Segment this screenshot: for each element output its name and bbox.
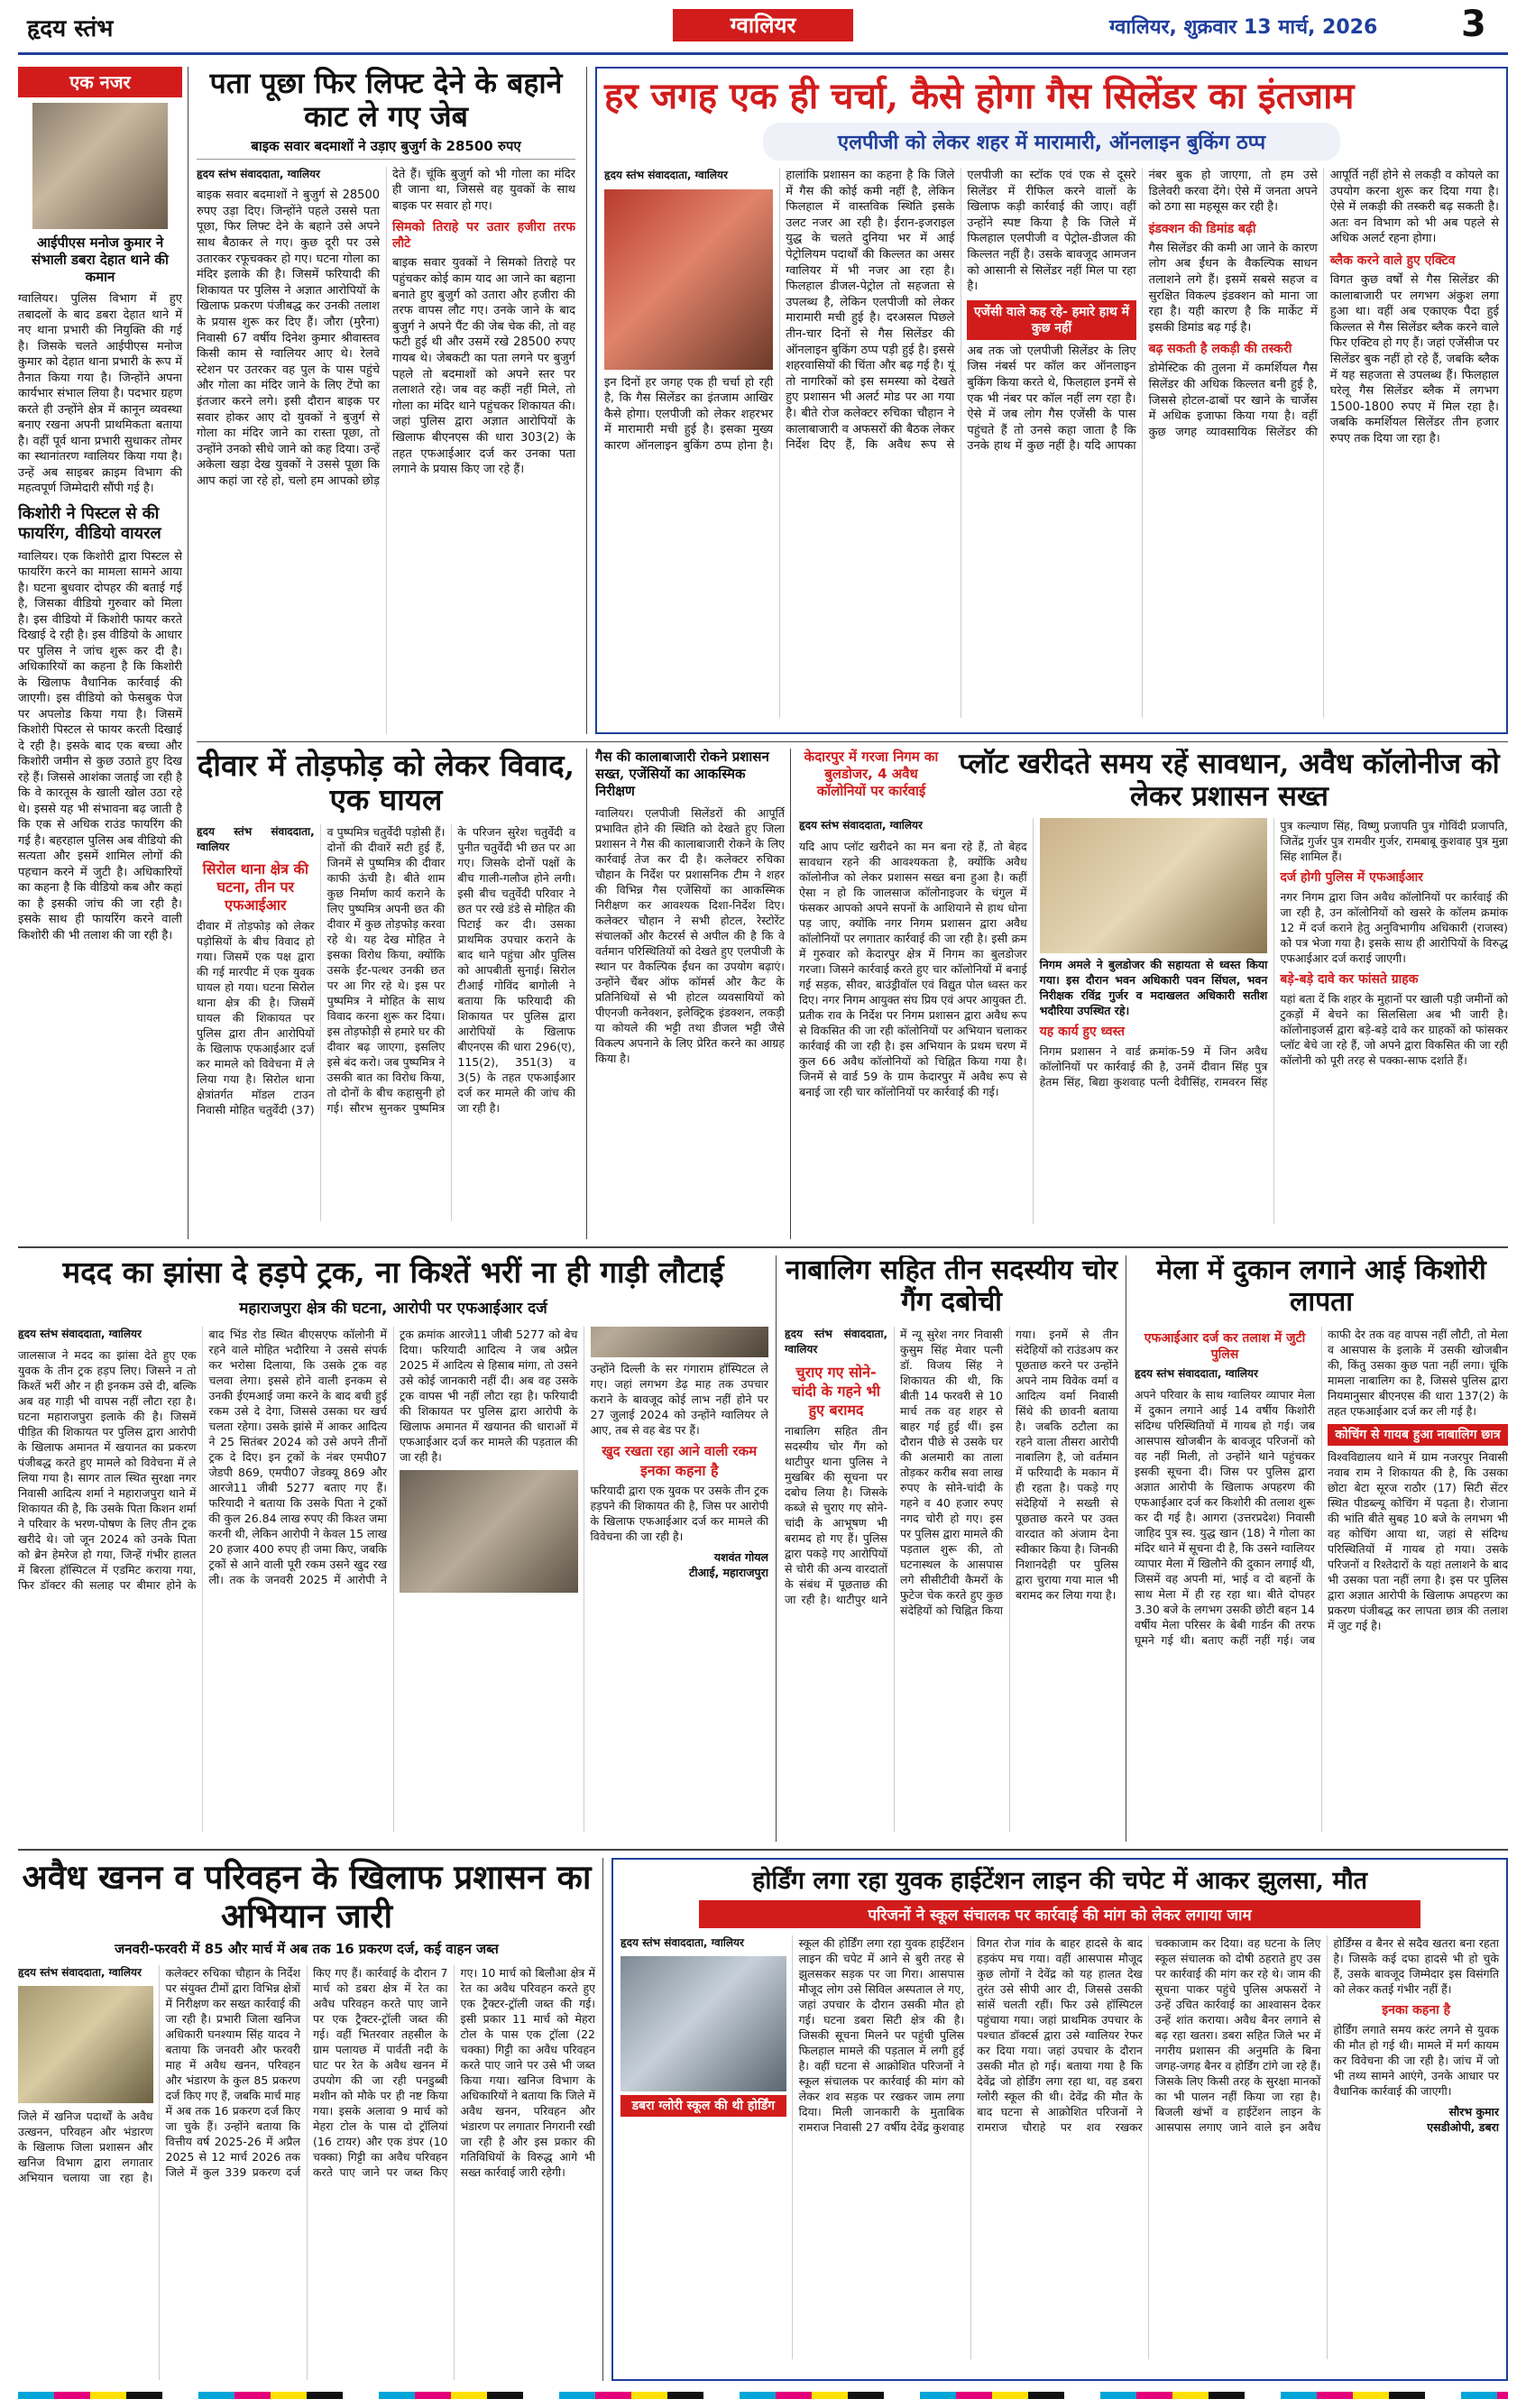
officer-story: ग्वालियर। पुलिस विभाग में हुए तबादलों के बाद डबरा देहात थाने में नए थाना प्रभारी की नियुक्ति की गई है। जिसके चलते आईपीएस मनोज कुमार को देहात थाना प्रभारी के रूप में तैनात किया गया है। जिन्होंने अपना कार्यभार संभाल लिया है। पदभार ग्रहण करते ही उन्होंने क्षेत्र में कानून व्यवस्था बनाए रखना अपनी प्राथमिकता बताया है। वहीं पूर्व थाना प्रभारी सुधाकर तोमर का स्थानांतरण ग्वालियर किया गया है। उन्हें अब साइबर क्राइम विभाग की महत्वपूर्ण जिम्मेदारी सौंपी गई है। bbox=[18, 292, 182, 495]
truck-subhead: इनका कहना है bbox=[639, 1461, 719, 1479]
hording-caption: डबरा ग्लोरी स्कूल की थी होर्डिंग bbox=[621, 2095, 786, 2117]
gas-cylinder-photo bbox=[604, 189, 773, 370]
gas-para-3: गैस सिलेंडर की कमी आ जाने के कारण लोग अब ईंधन के वैकल्पिक साधन तलाशने लगे हैं। इसमें सबसे सहज व सुरक्षित विकल्प इंडक्शन को माना जा रहा है। यही कारण है कि मार्केट में इसकी डिमांड बढ़ गई है। bbox=[1148, 241, 1318, 335]
mela-callout: एफआईआर दर्ज कर तलाश में जुटी पुलिस bbox=[1144, 1331, 1306, 1362]
gas-subhead-2: बढ़ सकती है लकड़ी की तस्करी bbox=[1148, 342, 1292, 357]
plot-para-3: नगर निगम द्वारा जिन अवैध कॉलोनियों पर कार्रवाई की जा रही है, उन कॉलोनियों को खसरे के कॉलम क्रमांक 12 में दर्ज कराने हेतु अनुविभागीय अधिकारी (राजस्व) को पत्र भेजा गया है। इसके साथ ही आरोपियों के विरुद्ध एफआईआर दर्ज कराई जाएगी। bbox=[1280, 890, 1508, 966]
gas-headline-text: हर जगह एक ही चर्चा, कैसे होगा गैस सिलेंडर का इंतजाम bbox=[604, 75, 1355, 117]
plot-subhead-3: बड़े-बड़े दावे कर फांसते ग्राहक bbox=[1280, 972, 1419, 988]
gas-para-1: इन दिनों हर जगह एक ही चर्चा हो रही है, कि गैस सिलेंडर का इंतजाम आखिर कैसे होगा। एलपीजी को लेकर शहरभर में मारामारी मची हुई है। इसका मुख्य कारण ऑनलाइन बुकिंग ठप्प होना है। हालांकि प्रशासन का कहना है कि जिले में गैस की कोई कमी नहीं है, लेकिन फिलहाल में वास्तविक स्थिति इसके उलट नजर आ रही है। ईरान-इजराइल युद्ध के चलते दुनिया भर में आई पेट्रोलियम पदार्थों की किल्लत का असर ग्वालियर में भी नजर आ रहा है। फिलहाल डीजल-पेट्रोल तो सहजता से उपलब्ध है, लेकिन एलपीजी को लेकर मारामारी मची हुई है। दरअसल पिछले तीन-चार दिनों से गैस सिलेंडर की ऑनलाइन बुकिंग ठप्प पड़ी हुई है। इससे शहरवासियों की चिंता और बढ़ गई है। यूं तो नागरिकों को इस समस्या को देखते हुए प्रशासन भी अलर्ट मोड पर आ गया है। बीते रोज कलेक्टर रुचिका चौहान ने कालाबाजारी व अफसरों की बैठक लेकर निर्देश दिए हैं, कि अवैध रूप से एलपीजी का स्टॉक एवं एक से दूसरे सिलेंडर में रीफिल करने वालों के खिलाफ कड़ी कार्रवाई की जाए। वहीं उन्होंने स्पष्ट किया है कि जिले में फिलहाल एलपीजी व पेट्रोल-डीजल की किल्लत नहीं है। उसके बावजूद आमजन को आसानी से सिलेंडर नहीं मिल पा रहा है। bbox=[604, 169, 1136, 453]
mela-para-1: अपने परिवार के साथ ग्वालियर व्यापार मेला में दुकान लगाने आई 14 वर्षीय किशोरी संदिग्ध परिस्थितियों में गायब हो गई। जब आसपास खोजबीन के बावजूद परिजनों को वह नहीं मिली, तो उन्होंने थाने पहुंचकर इसकी सूचना दी। जिस पर पुलिस द्वारा अज्ञात आरोपी के खिलाफ अपहरण की एफआईआर दर्ज कर किशोरी की तलाश शुरू कर दी गई है। आगरा (उत्तरप्रदेश) निवासी जाहिद पुत्र स्व. युद्ध खान (18) ने गोला का मंदिर थाने में सूचना दी है, कि उसने ग्वालियर व्यापार मेला में खिलौने की दुकान लगाई थी, जिसमें वह अपनी मां, भाई व दो बहनों के साथ मेला में ही रह रहा था। बीते दोपहर 3.30 बजे के लगभग उसकी छोटी बहन 14 वर्षीय मेला परिसर के बेबी गार्डन की तरफ घूमने गई थी। बताए कहीं नहीं गई। जब काफी देर तक वह वापस नहीं लौटी, तो मेला व आसपास के इलाके में उसकी खोजबीन की, किंतु उसका कुछ पता नहीं लगा। चूंकि मामला नाबालिग का है, जिससे पुलिस द्वारा नियमानुसार बीएनएस की धारा 137(2) के तहत एफआईआर दर्ज कर ली गई है। bbox=[1135, 1328, 1508, 1647]
jeb-byline: हृदय स्तंभ संवाददाता, ग्वालियर bbox=[197, 167, 320, 180]
truck-deck: महाराजपुरा क्षेत्र की घटना, आरोपी पर एफआईआर दर्ज bbox=[239, 1299, 547, 1318]
gas-story bbox=[595, 67, 1508, 734]
hording-subhead: इनका कहना है bbox=[1382, 2003, 1451, 2018]
kishori-subhead: किशोरी ने पिस्टल से की फायरिंग, वीडियो वायरल bbox=[18, 503, 161, 543]
hording-sign: सौरभ कुमार bbox=[1448, 2105, 1499, 2119]
plot-para-1: यदि आप प्लॉट खरीदने का मन बना रहे हैं, तो बेहद सावधान रहने की आवश्यकता है, क्योंकि अवैध कॉलोनीज को लेकर प्रशासन सख्त बना हुआ है। कहीं ऐसा न हो कि जालसाज कॉलोनाइजर के चंगुल में फंसकर आपको अपने सपनों के आशियाने से हाथ धोना पड़ जाए, क्योंकि नगर निगम प्रशासन द्वारा अवैध कॉलोनियों पर लगातार कार्रवाई की जा रही है। इसी क्रम में गुरुवार को केदारपुर क्षेत्र में निगम का बुलडोजर गरजा। जिसने कार्रवाई करते हुए चार कॉलोनियों में बनाई गई सड़क, सीवर, बाउंड्रीवॉल एवं विद्युत पोल ध्वस्त कर दिए। नगर निगम आयुक्त संघ प्रिय एवं अपर आयुक्त टी. प्रतीक राव के निर्देश पर निगम प्रशासन द्वारा अवैध रूप से विकसित की जा रही कॉलोनियों पर अभियान चलाकर कार्रवाई की जा रही है। इस अभियान के प्रथम चरण में कुल 66 अवैध कॉलोनियों को चिह्नित किया गया है। जिनमें से वार्ड 59 के ग्राम केदारपुर में अवैध रूप से बनाई जा रही चार कॉलोनियों पर कार्रवाई की गई। bbox=[799, 840, 1027, 1099]
kishori-story: ग्वालियर। एक किशोरी द्वारा पिस्टल से फायरिंग करने का मामला सामने आया है। घटना बुधवार दोपहर की बताई गई है, जिसका वीडियो गुरुवार को मिला है। इस वीडियो में किशोरी फायर करते दिखाई दे रही है। इस वीडियो के आधार पर पुलिस ने जांच शुरू कर दी है। अधिकारियों का कहना है कि किशोरी के खिलाफ वैधानिक कार्रवाई की जाएगी। इस वीडियो को फेसबुक पेज पर अपलोड किया गया है। जिसमें किशोरी पिस्टल से फायर करती दिखाई दे रही है। इसके बाद एक बच्चा और किशोरी जमीन से कुछ उठाते हुए दिख रहे हैं। जिससे आशंका जताई जा रही है कि वे कारतूस के खाली खोल उठा रहे थे। इससे यह भी संभावना बढ़ जाती है कि एक से अधिक राउंड फायरिंग की गई है। बहरहाल पुलिस अब वीडियो की सत्यता और इसमें शामिल लोगों की पहचान करने में जुटी है। अधिकारियों का कहना है कि वीडियो कब और कहां का है इसकी जांच की जा रही है। इसके साथ ही फायरिंग करने वाली किशोरी की भी तलाश की जा रही है। bbox=[18, 549, 182, 942]
truck-byline: हृदय स्तंभ संवाददाता, ग्वालियर bbox=[18, 1327, 142, 1340]
page-header bbox=[0, 0, 1526, 56]
truck-photo-caption: उन्होंने दिल्ली के सर गंगाराम हॉस्पिटल ले गए। जहां लगभग डेढ़ माह तक उपचार कराने के बावजूद कोई लाभ नहीं होने पर 27 जुलाई 2024 को उन्होंने ग्वालियर ले आए, तब से वह बेड पर हैं। bbox=[590, 1361, 768, 1437]
ek-nazar-column bbox=[18, 67, 182, 1221]
gas-byline: हृदय स्तंभ संवाददाता, ग्वालियर bbox=[604, 169, 728, 181]
plot-para-4: यहां बता दें कि शहर के मुहानों पर खाली पड़ी जमीनों को टुकड़ों में बेचने का सिलसिला अब भी जारी है। कॉलोनाइजर्स द्वारा बड़े-बड़े दावे कर ग्राहकों को फांसकर प्लॉट बेचे जा रहे हैं, जो अपने द्वारा विकसित की जा रही कॉलोनी को पूरी तरह से पक्का-साफ दर्शाते हैं। bbox=[1280, 992, 1508, 1068]
plot-headline: प्लॉट खरीदते समय रहें सावधान, अवैध कॉलोनीज को लेकर प्रशासन सख्त bbox=[959, 749, 1500, 813]
plot-caption: निगम अमले ने बुलडोजर की सहायता से ध्वस्त किया गया। इस दौरान भवन अधिकारी पवन सिंघल, भवन निरीक्षक रविंद्र गुर्जर व मदाखलत अधिकारी सतीश भदौरिया उपस्थित रहे। bbox=[1039, 958, 1268, 1018]
plot-para-2: निगम प्रशासन ने वार्ड क्रमांक-59 में जिन अवैध कॉलोनियों पर कार्रवाई की है, उनमें दीवान सिंह पुत्र हेतम सिंह, बिद्या कुशवाह पत्नी देवीसिंह, रामवरन सिंह पुत्र कल्याण सिंह, विष्णु प्रजापति पुत्र गोविंदी प्रजापति, जितेंद्र गुर्जर पुत्र रामवीर गुर्जर, रामबाबू कुशवाह पुत्र मुन्ना सिंह शामिल हैं। bbox=[1039, 819, 1508, 1089]
gas-para-5: विगत कुछ वर्षों से गैस सिलेंडर की कालाबाजारी पर लगभग अंकुश लगा हुआ था। वहीं अब एकाएक पैदा हुई किल्लत से गैस सिलेंडर ब्लैक करने वाले फिर एक्टिव हो गए हैं। जहां एजेंसीज पर सिलेंडर बुक नहीं हो रहे हैं, जबकि ब्लैक में यह सहजता से उपलब्ध हैं। फिलहाल घरेलू गैस सिलेंडर ब्लैक में लगभग 1500-1800 रुपए में मिल रहा है। जबकि कमर्शियल सिलेंडर तीन हजार रुपए तक दिया जा रहा है। bbox=[1329, 272, 1499, 446]
mela-body bbox=[1135, 1327, 1508, 1832]
gas-deck: एलपीजी को लेकर शहर में मारामारी, ऑनलाइन बुकिंग ठप्प bbox=[763, 123, 1340, 161]
jeb-headline: पता पूछा फिर लिफ्ट देने के बहाने काट ले गए जेब bbox=[209, 67, 563, 133]
plot-kicker: केदारपुर में गरजा निगम का बुलडोजर, 4 अवैध कॉलोनियों पर कार्रवाई bbox=[804, 749, 939, 799]
jeb-story bbox=[197, 67, 575, 734]
gas-subhead-1: इंडक्शन की डिमांड बढ़ी bbox=[1148, 221, 1256, 236]
chor-body bbox=[785, 1327, 1118, 1832]
truck-sign-role: टीआई, महाराजपुरा bbox=[689, 1565, 768, 1579]
mela-headline: मेला में दुकान लगाने आई किशोरी लापता bbox=[1156, 1255, 1486, 1318]
truck-callout: खुद रखता रहा आने वाली रकम bbox=[602, 1442, 758, 1459]
truck-quote: फरियादी द्वारा एक युवक पर उसके तीन ट्रक हड़पने की शिकायत की है, जिस पर आरोपी के खिलाफ एफआईआर दर्ज कर मामले की विवेचना की जा रही है। bbox=[590, 1483, 768, 1543]
chor-byline: हृदय स्तंभ संवाददाता, ग्वालियर bbox=[785, 1328, 887, 1356]
jeb-deck: बाइक सवार बदमाशों ने उड़ाए बुजुर्ग के 28500 रुपए bbox=[197, 137, 575, 160]
gas-subhead-3: ब्लैक करने वाले हुए एक्टिव bbox=[1329, 253, 1456, 268]
edition-label: ग्वालियर bbox=[673, 9, 853, 41]
hording-body bbox=[621, 1935, 1499, 2359]
khanan-body bbox=[18, 1965, 595, 2380]
jeb-body bbox=[197, 167, 575, 734]
ek-nazar-label: एक नजर bbox=[18, 67, 182, 97]
hording-story bbox=[611, 1858, 1508, 2381]
plot-story bbox=[799, 749, 1508, 1239]
khanan-story bbox=[18, 1858, 595, 2381]
gas-callout: एजेंसी वाले कह रहे- हमारे हाथ में कुछ नहीं bbox=[967, 300, 1135, 340]
diwar-callout: सिरोल थाना क्षेत्र की घटना, तीन पर एफआईआर bbox=[202, 859, 308, 914]
plot-byline: हृदय स्तंभ संवाददाता, ग्वालियर bbox=[799, 819, 923, 832]
gas-para-2: अब तक जो एलपीजी सिलेंडर के लिए जिस नंबर्स पर कॉल कर ऑनलाइन बुकिंग किया करते थे, फिलहाल इनमें से एक भी नंबर पर कॉल नहीं लग रहा है। ऐसे में जब लोग गैस एजेंसी के पास पहुंचते हैं तो उनसे कहा जाता है कि उनके हाथ में कुछ नहीं है। यदि आपका नंबर बुक हो जाएगा, तो हम उसे डिलेवरी करवा देंगे। ऐसे में जनता अपने को ठगा सा महसूस कर रही है। bbox=[967, 169, 1318, 454]
footer-color-bar bbox=[18, 2392, 1508, 2399]
officer-caption: आईपीएस मनोज कुमार ने संभाली डबरा देहात थाने की कमान bbox=[32, 234, 169, 285]
truck-story bbox=[18, 1255, 768, 1842]
diwar-story bbox=[197, 749, 575, 1239]
mela-story bbox=[1135, 1255, 1508, 1842]
plot-subhead-1: यह कार्य हुए ध्वस्त bbox=[1039, 1025, 1125, 1040]
gas-raid-body: ग्वालियर। एलपीजी सिलेंडरों की आपूर्ति प्रभावित होने की स्थिति को देखते हुए जिला प्रशासन ने गैस की कालाबाजारी रोकने के लिए कार्रवाई तेज कर दी है। कलेक्टर रुचिका चौहान के निर्देश पर प्रशासनिक टीम ने शहर की विभिन्न गैस एजेंसियों का आकस्मिक निरीक्षण कर आवश्यक दिशा-निर्देश दिए। कलेक्टर चौहान ने सभी होटल, रेस्टोरेंट संचालकों और कैटरर्स से अपील की है कि वे वर्तमान परिस्थितियों को देखते हुए एलपीजी के स्थान पर वैकल्पिक ईंधन का उपयोग बढ़ाएं। उन्होंने चैंबर ऑफ कॉमर्स और कैट के प्रतिनिधियों से भी होटल व्यवसायियों को पीएनजी कनेक्शन, इलेक्ट्रिक इंडक्शन, लकड़ी या कोयले की भट्टी तथा डीजल भट्टी जैसे विकल्प अपनाने के लिए प्रेरित करने का आग्रह किया है। bbox=[595, 806, 785, 1065]
chor-headline: नाबालिग सहित तीन सदस्यीय चोर गैंग दबोची bbox=[785, 1255, 1118, 1318]
truck-body bbox=[18, 1327, 768, 1832]
mela-subhead: कोचिंग से गायब हुआ नाबालिग छात्र bbox=[1328, 1424, 1508, 1446]
hording-quote: होर्डिंग लगाते समय करंट लगने से युवक की मौत हो गई थी। मामले में मर्ग कायम कर विवेचना की जा रही है। जांच में जो भी तथ्य सामने आएंगे, उनके आधार पर वैधानिक कार्रवाई की जाएगी। bbox=[1333, 2023, 1499, 2099]
chor-callout: चुराए गए सोने-चांदी के गहने भी हुए बरामद bbox=[792, 1364, 880, 1419]
diwar-para: दीवार में तोड़फोड़ को लेकर पड़ोसियों के बीच विवाद हो गया। जिसमें एक पक्ष द्वारा की गई मारपीट में एक युवक घायल हो गया। घटना सिरोल थाना क्षेत्र की है। जिसमें घायल की शिकायत पर पुलिस द्वारा तीन आरोपियों के खिलाफ एफआईआर दर्ज कर मामले को विवेचना में ले लिया गया है। सिरोल थाना क्षेत्रांतर्गत मॉडल टाउन निवासी मोहित चतुर्वेदी (37) व पुष्पमित्र चतुर्वेदी पड़ोसी हैं। दोनों की दीवारें सटी हुई हैं, जिनमें से पुष्पमित्र की दीवार काफी ऊंची है। बीते शाम कुछ निर्माण कार्य कराने के लिए पुष्पमित्र अपनी छत की दीवार में कुछ तोड़फोड़ करवा रहे थे। यह देख मोहित ने इसका विरोध किया, क्योंकि उसके ईंट-पत्थर उनकी छत पर आ गिर रहे थे। इस पर पुष्पमित्र ने मोहित के साथ विवाद करना शुरू कर दिया। इस तोड़फोड़ी से हमारे घर की दीवार बढ़ जाएगा, इसलिए इसे बंद करो। जब पुष्पमित्र ने उसकी बात का विरोध किया, तो दोनों के बीच कहासुनी हो गई। सौरभ सुनकर पुष्पमित्र के परिजन सुरेश चतुर्वेदी व पुनीत चतुर्वेदी भी छत पर आ गए। जिसके दोनों पक्षों के बीच गाली-गलौज होने लगी। इसी बीच चतुर्वेदी परिवार ने छत पर रखे डंडे से मोहित की पिटाई कर दी। उसका प्राथमिक उपचार कराने के बाद थाने पहुंचा और पुलिस को आपबीती सुनाई। सिरोल टीआई गोविंद बागोली ने बताया कि फरियादी की शिकायत पर पुलिस द्वारा आरोपियों के खिलाफ बीएनएस की धारा 296(ए), 115(2), 351(3) व 3(5) के तहत एफआईआर दर्ज कर मामले की जांच की जा रही है। bbox=[197, 824, 575, 1117]
gas-headline bbox=[604, 76, 1499, 117]
diwar-byline: हृदय स्तंभ संवाददाता, ग्वालियर bbox=[197, 824, 315, 853]
truck-headline: मदद का झांसा दे हड़पे ट्रक, ना किश्तें भरीं ना ही गाड़ी लौटाई bbox=[62, 1255, 724, 1290]
hording-para: स्कूल की होर्डिंग लगा रहा युवक हाईटेंशन लाइन की चपेट में आने से बुरी तरह से झुलसकर सड़क पर जा गिरा। आसपास मौजूद लोग उसे सिविल अस्पताल ले गए, जहां उपचार के दौरान उसकी मौत हो गई। घटना डबरा सिटी क्षेत्र की है। जिसकी सूचना मिलने पर पहुंची पुलिस फिलहाल मामले की पड़ताल में लगी हुई है। वहीं घटना से आक्रोशित परिजनों ने स्कूल संचालक पर कार्रवाई की मांग को लेकर शव सड़क पर रखकर जाम लगा दिया। मिली जानकारी के मुताबिक रामराज निवासी 27 वर्षीय देवेंद्र कुशवाह विगत रोज गांव के बाहर हादसे के बाद हड़कंप मच गया। वहीं आसपास मौजूद कुछ लोगों ने देवेंद्र को यह हालत देख तुरंत उसे सीपी आर दी, जिससे उसकी सांसें चलती रहीं। फिर उसे हॉस्पिटल पहुंचाया गया। जहां प्राथमिक उपचार के पश्चात डॉक्टर्स द्वारा उसे ग्वालियर रेफर कर दिया गया। जहां उपचार के दौरान उसकी मौत हो गई। बताया गया है कि देवेंद्र जो होर्डिंग लगा रहा था, वह डबरा ग्लोरी स्कूल की थी। देवेंद्र की मौत के बाद घटना से आक्रोशित परिजनों ने रामराज चौराहे पर शव रखकर चक्काजाम कर दिया। वह घटना के लिए स्कूल संचालक को दोषी ठहराते हुए उस पर कार्रवाई की मांग कर रहे थे। जाम की सूचना पाकर पहुंचे पुलिस अफसरों ने उन्हें उचित कार्रवाई का आश्वासन देकर उन्हें शांत कराया। अवैध बैनर लगाने से बढ़ रहा खतरा। डबरा सहित जिले भर में नगरीय प्रशासन की अनुमति के बिना जगह-जगह बैनर व होर्डिंग टांगे जा रहे हैं। जिसके लिए किसी तरह के सुरक्षा मानकों का भी पालन नहीं किया जा रहा है। बिजली खंभों व हाईटेंशन लाइन के आसपास लगाए जाने वाले इन अवैध होर्डिंग्स व बैनर से सदैव खतरा बना रहता है। जिसके कई दफा हादसे भी हो चुके हैं, उसके बावजूद जिम्मेदार इस विसंगति को लेकर कतई गंभीर नहीं हैं। bbox=[798, 1936, 1499, 2135]
hording-deck: परिजनों ने स्कूल संचालक पर कार्रवाई की मांग को लेकर लगाया जाम bbox=[699, 1900, 1420, 1928]
header-rule bbox=[18, 52, 1508, 55]
dateline: ग्वालियर, शुक्रवार 13 मार्च, 2026 bbox=[1109, 16, 1378, 39]
chor-para: नाबालिग सहित तीन सदस्यीय चोर गैंग को थाटीपुर थाना पुलिस ने मुखबिर की सूचना पर दबोच लिया है। जिसके कब्जे से चुराए गए सोने-चांदी के आभूषण भी बरामद हो गए हैं। पुलिस द्वारा पकड़े गए आरोपियों से चोरी की अन्य वारदातों के संबंध में पूछताछ की जा रही है। थाटीपुर थाने में न्यू सुरेश नगर निवासी कुसुम सिंह मेवार पत्नी डॉ. विजय सिंह ने शिकायत की थी, कि बीती 14 फरवरी से 10 मार्च तक वह शहर से बाहर गई हुई थीं। इस दौरान पीछे से उसके घर की अलमारी का ताला तोड़कर करीब सवा लाख रुपए के सोने-चांदी के गहने व 40 हजार रुपए नगद चोरी हो गए। इस पर पुलिस द्वारा मामले की पड़ताल शुरू की, तो घटनास्थल के आसपास लगे सीसीटीवी कैमरों के फुटेज चेक करते हुए कुछ संदेहियों को चिह्नित किया गया। इनमें से तीन संदेहियों को राउंडअप कर पूछताछ करने पर उन्होंने अपने नाम विवेक वर्मा व आदित्य वर्मा निवासी सिंधे की छावनी बताया है। जबकि ठटौला का रहने वाला तीसरा आरोपी नाबालिग है, जो वर्तमान में फरियादी के मकान में ही रहता है। पकड़े गए संदेहियों ने सख्ती से पूछताछ करने पर उक्त वारदात को अंजाम देना स्वीकार किया है। जिनकी निशानदेही पर पुलिस द्वारा चुराया गया माल भी बरामद कर लिया गया है। bbox=[785, 1328, 1118, 1617]
mela-byline: हृदय स्तंभ संवाददाता, ग्वालियर bbox=[1135, 1367, 1258, 1380]
truck-sign: यशवंत गोयल bbox=[713, 1549, 768, 1564]
khanan-headline: अवैध खनन व परिवहन के खिलाफ प्रशासन का अभियान जारी bbox=[22, 1858, 592, 1935]
khanan-deck: जनवरी-फरवरी में 85 और मार्च में अब तक 16 प्रकरण दर्ज, कई वाहन जब्त bbox=[115, 1941, 499, 1958]
gas-raid-story bbox=[595, 749, 785, 1239]
mining-photo bbox=[18, 1986, 153, 2103]
jeb-para-1: बाइक सवार बदमाशों ने बुजुर्ग से 28500 रुपए उड़ा दिए। जिन्होंने पहले उससे पता पूछा, फिर लिफ्ट देने के बहाने उसे अपने साथ बैठाकर ले गए। कुछ दूरी पर उसे उतारकर रफूचक्कर हो गए। घटना गोला का मंदिर इलाके की है। जिसमें फरियादी की शिकायत पर पुलिस ने अज्ञात आरोपियों के खिलाफ प्रकरण पंजीबद्ध कर उनकी तलाश के प्रयास शुरू कर दिए हैं। जौरा (मुरैना) निवासी 67 वर्षीय दिनेश कुमार श्रीवास्तव किसी काम से ग्वालियर आए थे। रेलवे स्टेशन पर उतरकर वह पुल के पास पहुंचे और गोला का मंदिर जाने के लिए टेंपो का इंतजार करने लगे। इसी दौरान बाइक पर सवार होकर आए दो युवकों ने बुजुर्ग से गोला का मंदिर जाने का रास्ता पूछा, तो उन्होंने उनको सीधे जाने को कह दिया। उन्हें अकेला खड़ा देख युवकों ने उससे पूछा कि आप कहां जा रहे हो, चलो हम आपको छोड़ देते हैं। चूंकि बुजुर्ग को भी गोला का मंदिर ही जाना था, जिससे वह युवकों के साथ बाइक पर सवार हो गए। bbox=[197, 167, 575, 488]
paper-name: हृदय स्तंभ bbox=[27, 15, 114, 42]
hording-headline: होर्डिंग लगा रहा युवक हाईटेंशन लाइन की चपेट में आकर झुलसा, मौत bbox=[752, 1867, 1367, 1895]
page-number: 3 bbox=[1461, 4, 1486, 45]
khanan-para: जिले में खनिज पदार्थों के अवैध उत्खनन, परिवहन और भंडारण के खिलाफ जिला प्रशासन और खनिज विभाग द्वारा लगातार अभियान चलाया जा रहा है। कलेक्टर रुचिका चौहान के निर्देश पर संयुक्त टीमों द्वारा विभिन्न क्षेत्रों में निरीक्षण कर सख्त कार्रवाई की जा रही है। प्रभारी जिला खनिज अधिकारी घनश्याम सिंह यादव ने बताया कि जनवरी और फरवरी माह में अवैध खनन, परिवहन और भंडारण के कुल 85 प्रकरण दर्ज किए गए हैं, जबकि मार्च माह में अब तक 16 प्रकरण दर्ज किए जा चुके हैं। उन्होंने बताया कि वित्तीय वर्ष 2025-26 में अप्रैल 2025 से 12 मार्च 2026 तक जिले में कुल 339 प्रकरण दर्ज किए गए हैं। कार्रवाई के दौरान 7 मार्च को डबरा क्षेत्र में रेत का अवैध परिवहन करते पाए जाने पर एक ट्रैक्टर-ट्रॉली जब्त की गई। वहीं भितरवार तहसील के ग्राम पलायछ में पार्वती नदी के घाट पर रेत के अवैध खनन में उपयोग की जा रही पनडुब्बी मशीन को मौके पर ही नष्ट किया गया। इसके अलावा 9 मार्च को मेहरा टोल के पास दो ट्रॉलियां (16 टायर) और एक डंपर (10 चक्का) गिट्टी का अवैध परिवहन करते पाए जाने पर जब्त किए गए। 10 मार्च को बिलौआ क्षेत्र में रेत का अवैध परिवहन करते हुए एक ट्रैक्टर-ट्रॉली जब्त की गई। इसी प्रकार 11 मार्च को मेहरा टोल के पास एक ट्रॉला (22 चक्का) गिट्टी का अवैध परिवहन करते पाए जाने पर उसे भी जब्त किया गया। खनिज विभाग के अधिकारियों ने बताया कि जिले में अवैध खनन, परिवहन और भंडारण पर लगातार निगरानी रखी जा रही है और इस प्रकार की गतिविधियों के विरुद्ध आगे भी सख्त कार्रवाई जारी रहेगी। bbox=[18, 1966, 595, 2185]
hording-byline: हृदय स्तंभ संवाददाता, ग्वालियर bbox=[621, 1936, 744, 1950]
plot-body bbox=[799, 818, 1508, 1224]
officer-photo bbox=[32, 103, 168, 229]
chor-story bbox=[785, 1255, 1118, 1842]
jeb-subhead: सिमको तिराहे पर उतार हजीरा तरफ लौटे bbox=[392, 220, 575, 252]
mela-para-2: विश्वविद्यालय थाने में ग्राम नजरपुर निवासी नवाब राम ने शिकायत की है, कि उसका छोटा बेटा सूरज राठौर (17) सिटी सेंटर स्थित पीडब्ल्यू कोचिंग में पढ़ता है। रोजाना की भांति बीते सुबह 10 बजे के लगभग भी वह कोचिंग आया था, जहां से संदिग्ध परिस्थितियों में गायब हो गया। उसके परिजनों व रिश्तेदारों के यहां तलाशने के बाद भी उसका पता नहीं लगा है। इस पर पुलिस द्वारा अज्ञात आरोपी के खिलाफ अपहरण का प्रकरण पंजीबद्ध कर लापता छात्र की तलाश में जुट गई है। bbox=[1328, 1450, 1508, 1632]
khanan-byline: हृदय स्तंभ संवाददाता, ग्वालियर bbox=[18, 1966, 142, 1980]
truck-para: जालसाज ने मदद का झांसा देते हुए एक युवक के तीन ट्रक हड़प लिए। जिसने न तो किश्तें भरीं और न ही इनकम उसे दी, बल्कि अब वह गाड़ी भी वापस नहीं लौटा रहा है। घटना महाराजपुरा इलाके की है। जिसमें पीड़ित की शिकायत पर पुलिस द्वारा आरोपी के खिलाफ अमानत में खयानत का प्रकरण पंजीबद्ध करते हुए मामले को विवेचना में ले लिया गया है। सागर ताल स्थित सुरक्षा नगर निवासी आदित्य शर्मा ने महाराजपुरा थाने में शिकायत की है, कि उसके पिता किशन शर्मा ने परिवार के भरण-पोषण के लिए तीन ट्रक खरीदे थे। जो जून 2024 को उनके पिता को ब्रेन हेमरेज हो गया, जिन्हें गंभीर हालत में बिरला हॉस्पिटल में एडमिट कराया गया, फिर डॉक्टर की सलाह पर बीमार होने के बाद भिंड रोड स्थित बीएसएफ कॉलोनी में रहने वाले मोहित भदौरिया ने उससे संपर्क कर भरोसा दिलाया, कि उसके ट्रक वह चलवा लेगा। इससे होने वाली इनकम से उनकी ईएमआई जमा करने के बाद बची हुई रकम उसे दे देगा, जिससे उसका घर खर्च चलता रहेगा। उसके झांसे में आकर आदित्य ने 25 सितंबर 2024 को उसे अपने तीनों ट्रक दे दिए। इन ट्रकों के नंबर एमपी07 जेडपी 869, एमपी07 जेडक्यू 869 और आरजे11 जीबी 5277 बताए गए हैं। फरियादी ने बताया कि उसके पिता ने ट्रकों की कुल 26.84 लाख रुपए की किश्त जमा करनी थी, लेकिन आरोपी ने केवल 15 लाख 20 हजार 400 रुपए ही जमा किए, जबकि ट्रकों से आने वाली पूरी रकम उसने खुद रख ली। तक के जनवरी 2025 में आरोपी ने ट्रक क्रमांक आरजे11 जीबी 5277 को बेच दिया। फरियादी आदित्य ने जब अप्रैल 2025 में आदित्य से हिसाब मांगा, तो उसने उसे कोई जानकारी नहीं दी। अब वह उसके ट्रक वापस भी नहीं लौटा रहा है। फरियादी की शिकायत पर पुलिस द्वारा आरोपी के खिलाफ अमानत में खयानत की धाराओं में एफआईआर दर्ज कर मामले की पड़ताल की जा रही है। bbox=[18, 1327, 578, 1592]
hording-photo bbox=[621, 1956, 786, 2091]
gas-para-4: डोमेस्टिक की तुलना में कमर्शियल गैस सिलेंडर की अधिक किल्लत बनी हुई है, जिससे होटल-ढाबों पर खाने के चार्जेस में अधिक इजाफा किया गया है। वहीं कुछ जगह व्यावसायिक सिलेंडर की आपूर्ति नहीं होने से लकड़ी व कोयले का उपयोग करना शुरू कर दिया गया है। ऐसे में लकड़ी की तस्करी बढ़ सकती है। अतः वन विभाग को भी अब पहले से अधिक अलर्ट रहना होगा। bbox=[1148, 169, 1499, 439]
gas-raid-headline: गैस की कालाबाजारी रोकने प्रशासन सख्त, एजेंसियों का आकस्मिक निरीक्षण bbox=[595, 749, 769, 799]
plot-subhead-2: दर्ज होगी पुलिस में एफआईआर bbox=[1280, 870, 1423, 886]
hording-sign-role: एसडीओपी, डबरा bbox=[1427, 2120, 1499, 2135]
gas-body bbox=[604, 168, 1499, 718]
bulldozer-photo bbox=[1040, 818, 1268, 953]
diwar-headline: दीवार में तोड़फोड़ को लेकर विवाद, एक घायल bbox=[197, 749, 575, 817]
diwar-body bbox=[197, 824, 575, 1221]
jeb-para-2: बाइक सवार युवकों ने सिमको तिराहे पर पहुंचकर कोई काम याद आ जाने का बहाना बनाते हुए बुजुर्ग को उतारा और हजीरा की तरफ वापस लौट गए। उनके जाने के बाद बुजुर्ग ने अपने पैंट की जेब चेक की, तो वह फटी हुई थी और उसमें रखे 28500 रुपए गायब थे। जेबकटी का पता लगने पर बुजुर्ग पहले तो बदमाशों को अपने स्तर पर तलाशते रहे। जब वह कहीं नहीं मिले, तो गोला का मंदिर थाने पहुंचकर शिकायत की। जहां पुलिस द्वारा अज्ञात आरोपियों के खिलाफ बीएनएस की धारा 303(2) के तहत एफआईआर दर्ज कर उनका पता लगाने के प्रयास किए जा रहे हैं। bbox=[392, 256, 575, 477]
